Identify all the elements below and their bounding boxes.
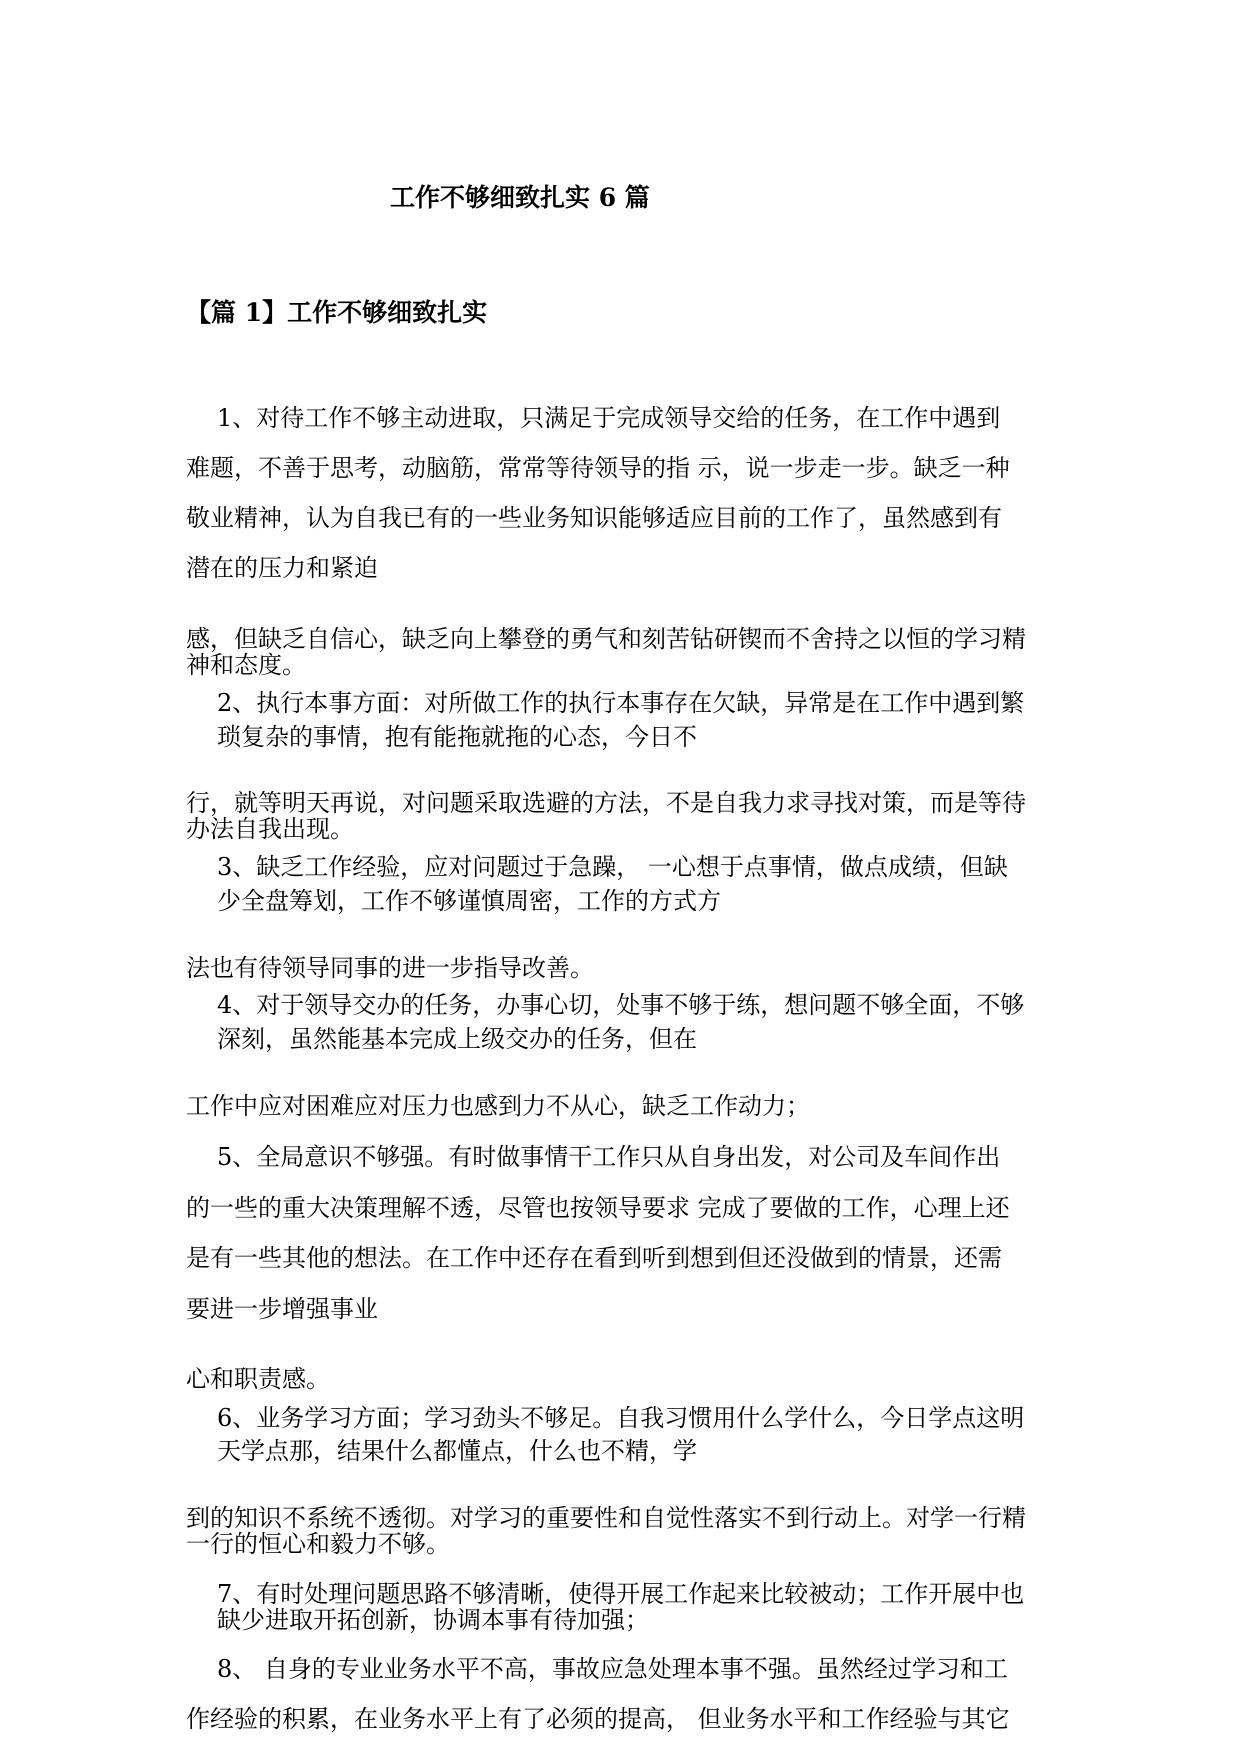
paragraph-line: 潜在的压力和紧迫 xyxy=(186,554,378,582)
paragraph-line: 深刻，虽然能基本完成上级交办的任务，但在 xyxy=(217,1025,697,1053)
paragraph-line: 8、 自身的专业业务水平不高，事故应急处理本事不强。虽然经过学习和工 xyxy=(217,1655,1008,1683)
paragraph-line: 3、缺乏工作经验，应对问题过于急躁， 一心想于点事情，做点成绩，但缺 xyxy=(217,853,1008,881)
paragraph-line: 7、有时处理问题思路不够清晰，使得开展工作起来比较被动；工作开展中也 xyxy=(217,1580,1025,1608)
paragraph-line: 感，但缺乏自信心，缺乏向上攀登的勇气和刻苦钻研锲而不舍持之以恒的学习精 xyxy=(186,625,1026,653)
paragraph-line: 是有一些其他的想法。在工作中还存在看到听到想到但还没做到的情景，还需 xyxy=(186,1244,1002,1272)
paragraph-line: 要进一步增强事业 xyxy=(186,1295,378,1323)
paragraph-line: 行，就等明天再说，对问题采取选避的方法，不是自我力求寻找对策，而是等待 xyxy=(186,789,1026,817)
document-title: 工作不够细致扎实 6 篇 xyxy=(390,183,650,212)
paragraph-line: 心和职责感。 xyxy=(186,1365,330,1393)
paragraph-line: 工作中应对困难应对压力也感到力不从心，缺乏工作动力； xyxy=(186,1092,810,1120)
paragraph-line: 2、执行本事方面：对所做工作的执行本事存在欠缺，异常是在工作中遇到繁 xyxy=(217,689,1025,717)
paragraph-line: 作经验的积累，在业务水平上有了必须的提高， 但业务水平和工作经验与其它 xyxy=(186,1705,1010,1733)
paragraph-line: 到的知识不系统不透彻。对学习的重要性和自觉性落实不到行动上。对学一行精 xyxy=(186,1504,1026,1532)
paragraph-line: 敬业精神，认为自我已有的一些业务知识能够适应目前的工作了，虽然感到有 xyxy=(186,504,1002,532)
paragraph-line: 4、对于领导交办的任务，办事心切，处事不够于练，想问题不够全面，不够 xyxy=(217,991,1025,1019)
paragraph-line: 办法自我出现。 xyxy=(186,815,354,843)
paragraph-line: 少全盘筹划，工作不够谨慎周密，工作的方式方 xyxy=(217,887,721,915)
section-heading: 【篇 1】工作不够细致扎实 xyxy=(186,298,488,327)
paragraph-line: 法也有待领导同事的进一步指导改善。 xyxy=(186,954,594,982)
paragraph-line: 1、对待工作不够主动进取，只满足于完成领导交给的任务，在工作中遇到 xyxy=(217,404,1001,432)
paragraph-line: 5、全局意识不够强。有时做事情干工作只从自身出发，对公司及车间作出 xyxy=(217,1143,1001,1171)
paragraph-line: 难题，不善于思考，动脑筋，常常等待领导的指 示，说一步走一步。缺乏一种 xyxy=(186,454,1010,482)
paragraph-line: 天学点那，结果什么都懂点，什么也不精，学 xyxy=(217,1437,697,1465)
paragraph-line: 缺少进取开拓创新，协调本事有待加强； xyxy=(217,1606,649,1634)
paragraph-line: 6、业务学习方面；学习劲头不够足。自我习惯用什么学什么，今日学点这明 xyxy=(217,1404,1025,1432)
paragraph-line: 神和态度。 xyxy=(186,651,306,679)
paragraph-line: 的一些的重大决策理解不透，尽管也按领导要求 完成了要做的工作，心理上还 xyxy=(186,1194,1010,1222)
paragraph-line: 一行的恒心和毅力不够。 xyxy=(186,1530,450,1558)
paragraph-line: 琐复杂的事情，抱有能拖就拖的心态，今日不 xyxy=(217,723,697,751)
